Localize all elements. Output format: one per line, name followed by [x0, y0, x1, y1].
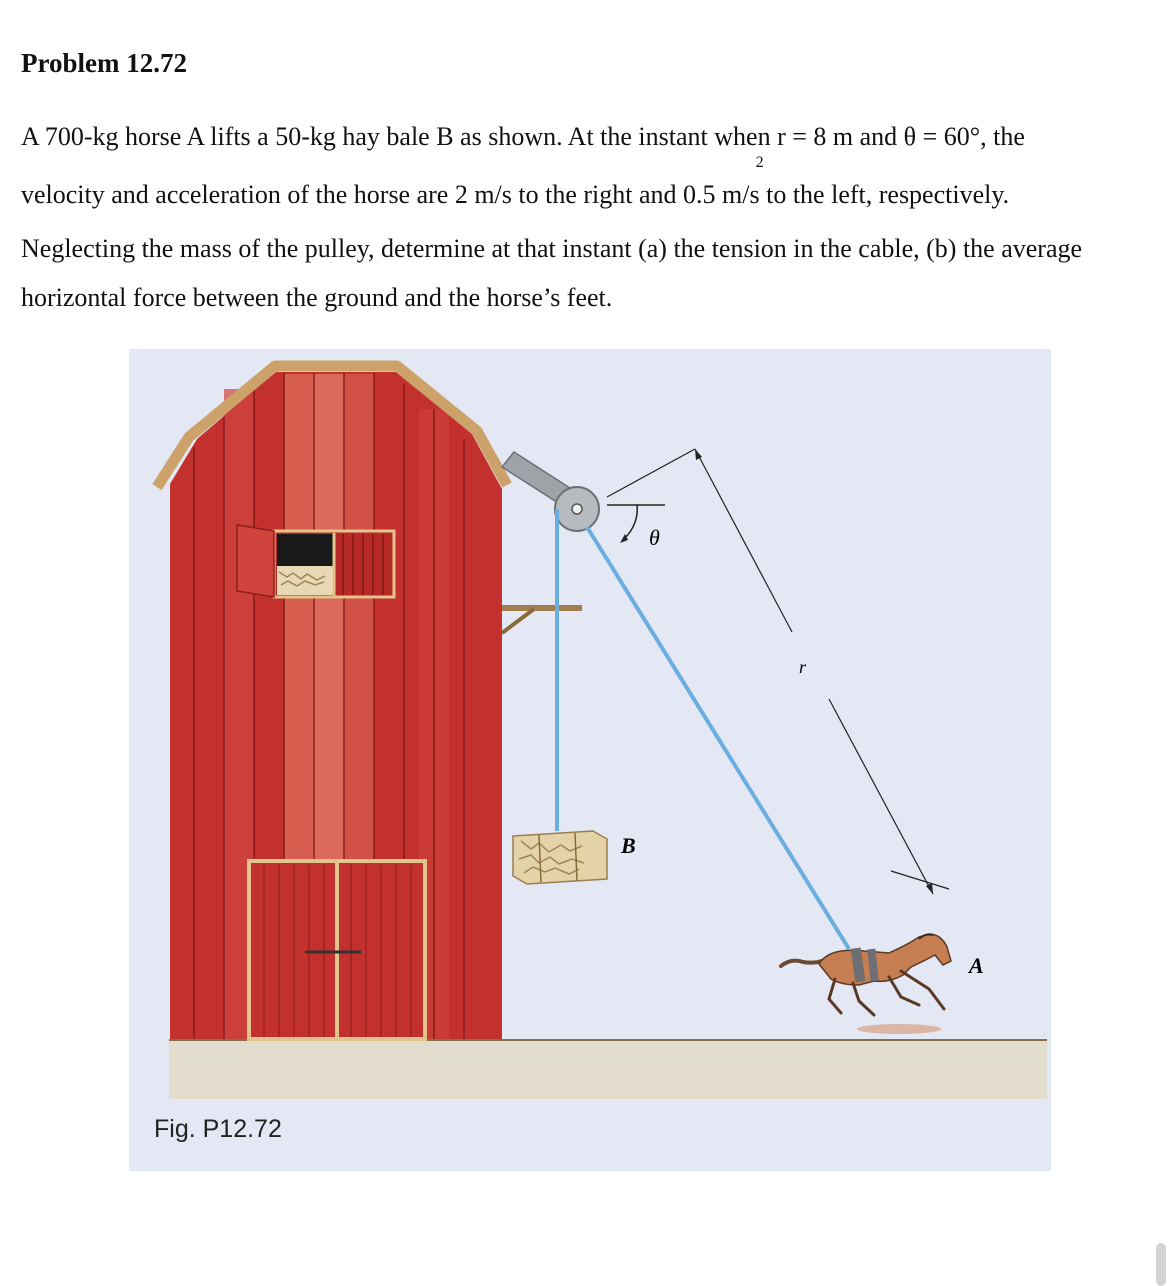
figure-caption: Fig. P12.72 [154, 1115, 282, 1143]
problem-text-line-4: horizontal force between the ground and the horse’s feet. [21, 283, 613, 312]
superscript-2: 2 [755, 154, 764, 171]
line-2-main: velocity and acceleration of the horse are 2 m/s to the right and 0.5 m/s 2 [21, 154, 764, 209]
label-theta: θ [649, 525, 660, 550]
scrollbar-thumb[interactable] [1156, 1243, 1166, 1286]
label-B: B [621, 833, 636, 858]
hay-loft-window [237, 525, 394, 597]
cable-to-horse [587, 527, 849, 949]
problem-title: Problem 12.72 [21, 48, 187, 78]
label-r: r [799, 657, 807, 677]
problem-text-line-3: Neglecting the mass of the pulley, determine at that instant (a) the tension in the cable, (b) the average [21, 234, 1083, 263]
pulley-boom [502, 452, 599, 531]
shelf-bracket [502, 605, 582, 633]
line-2-tail: to the left, respectively. [766, 180, 1010, 209]
dimension-line-upper [695, 449, 792, 632]
theta-arc [624, 505, 637, 539]
figure-p12-72 [129, 349, 1051, 1171]
problem-text-line-2 [21, 154, 1010, 210]
label-A: A [969, 953, 984, 978]
barn-doors [249, 861, 425, 1039]
ground [169, 1039, 1047, 1099]
hay-bale [513, 831, 607, 884]
horse [781, 934, 951, 1034]
dimension-line-lower [829, 699, 933, 894]
problem-text-line-1: A 700-kg horse A lifts a 50-kg hay bale B as shown. At the instant when r = 8 m and θ = 60°, the [21, 122, 1025, 151]
barn-horse-diagram [129, 349, 1051, 1171]
